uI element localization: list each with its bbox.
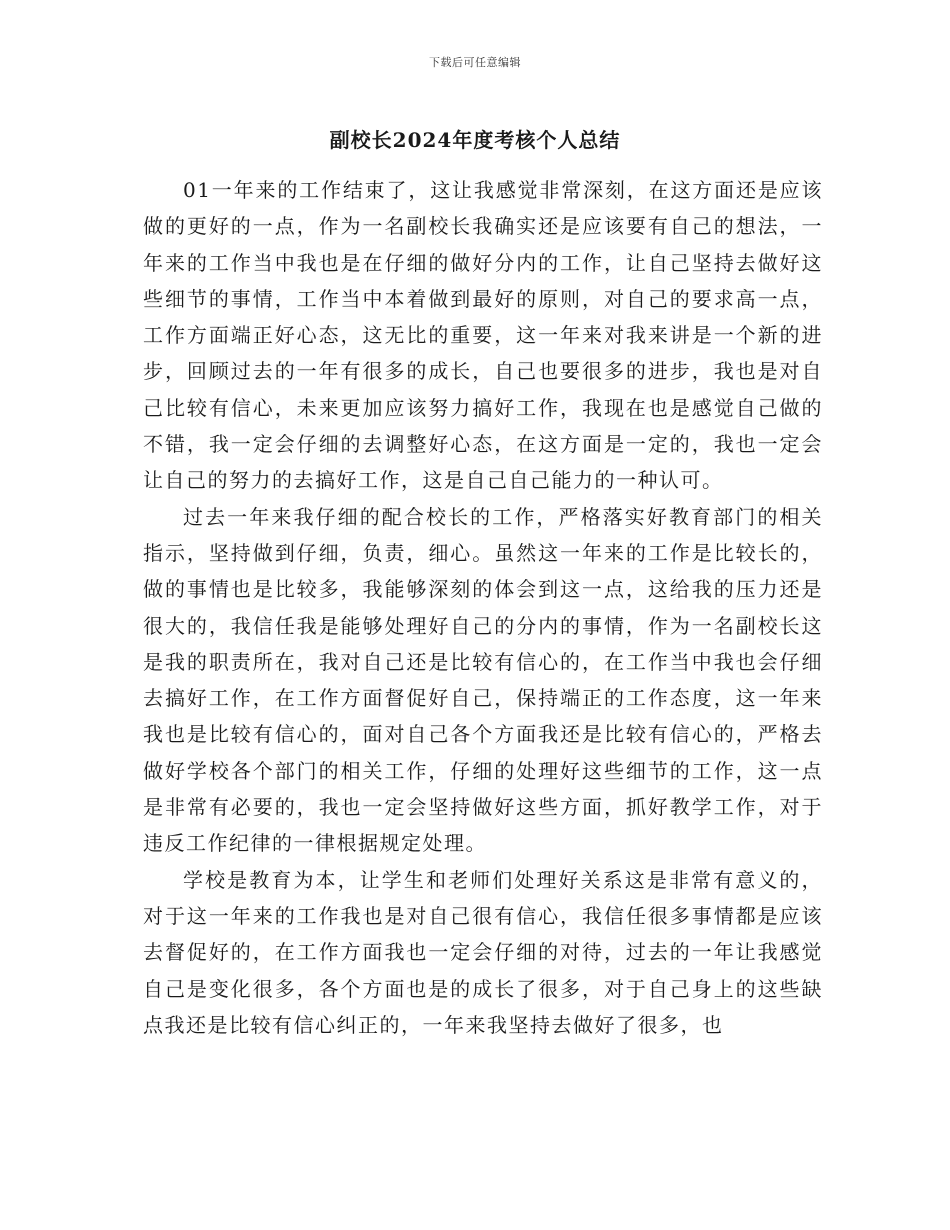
- paragraph: 过去一年来我仔细的配合校长的工作，严格落实好教育部门的相关指示，坚持做到仔细，负责，细心。虽然这一年来的工作是比较长的，做的事情也是比较多，我能够深刻的体会到这一点，这给我的压力还是很大的，我信任我是能够处理好自己的分内的事情，作为一名副校长这是我的职责所在，我对自己还是比较有信心的，在工作当中我也会仔细去搞好工作，在工作方面督促好自己，保持端正的工作态度，这一年来我也是比较有信心的，面对自己各个方面我还是比较有信心的，严格去做好学校各个部门的相关工作，仔细的处理好这些细节的工作，这一点是非常有必要的，我也一定会坚持做好这些方面，抓好教学工作，对于违反工作纪律的一律根据规定处理。: [143, 504, 823, 856]
- paragraph: 01一年来的工作结束了，这让我感觉非常深刻，在这方面还是应该做的更好的一点，作为一名副校长我确实还是应该要有自己的想法，一年来的工作当中我也是在仔细的做好分内的工作，让自己坚持去做好这些细节的事情，工作当中本着做到最好的原则，对自己的要求高一点，工作方面端正好心态，这无比的重要，这一年来对我来讲是一个新的进步，回顾过去的一年有很多的成长，自己也要很多的进步，我也是对自己比较有信心，未来更加应该努力搞好工作，我现在也是感觉自己做的不错，我一定会仔细的去调整好心态，在这方面是一定的，我也一定会让自己的努力的去搞好工作，这是自己自己能力的一种认可。: [143, 178, 823, 493]
- document-title: 副校长2024年度考核个人总结: [329, 128, 621, 152]
- document-body: [143, 172, 823, 1043]
- header-note: 下载后可任意编辑: [429, 56, 521, 69]
- paragraph: 学校是教育为本，让学生和老师们处理好关系这是非常有意义的，对于这一年来的工作我也是对自己很有信心，我信任很多事情都是应该去督促好的，在工作方面我也一定会仔细的对待，过去的一年让我感觉自己是变化很多，各个方面也是的成长了很多，对于自己身上的这些缺点我还是比较有信心纠正的，一年来我坚持去做好了很多，也: [143, 867, 823, 1037]
